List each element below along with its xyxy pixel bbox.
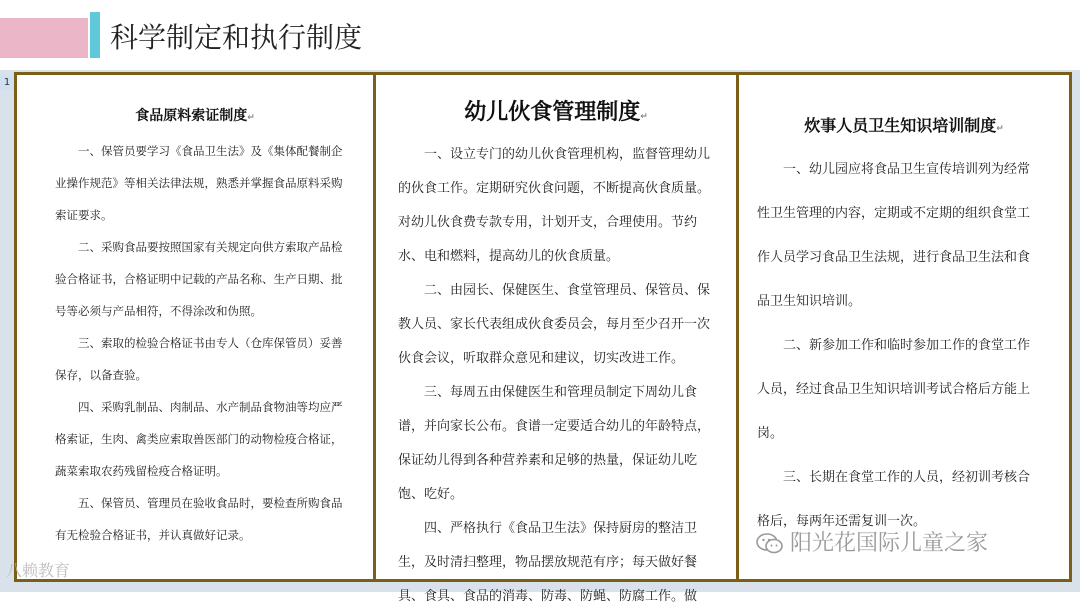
paragraph: 三、索取的检验合格证书由专人（仓库保管员）妥善保存，以备查验。	[55, 336, 343, 382]
wechat-icon	[756, 533, 784, 555]
document-title	[376, 95, 736, 126]
paragraph: 一、设立专门的幼儿伙食管理机构，监督管理幼儿的伙食工作。定期研究伙食问题，不断提高伙食质量。对幼儿伙食费专款专用，计划开支，合理使用。节约水、电和燃料，提高幼儿的伙食质量。	[398, 147, 711, 264]
paragraph: 五、保管员、管理员在验收食品时，要检查所购食品有无检验合格证书，并认真做好记录。	[55, 496, 343, 542]
title-text: 幼儿伙食管理制度	[464, 100, 641, 125]
paragraph: 二、新参加工作和临时参加工作的食堂工作人员，经过食品卫生知识培训考试合格后方能上岗。	[757, 338, 1031, 441]
slide-title: 科学制定和执行制度	[110, 21, 363, 54]
title-text: 炊事人员卫生知识培训制度	[804, 116, 997, 135]
header-pink-bar	[0, 18, 88, 58]
paragraph: 四、严格执行《食品卫生法》保持厨房的整洁卫生，及时清扫整理，物品摆放规范有序；每天做好餐具、食具、食品的消毒、防毒、防蝇、防腐工作。做	[398, 521, 698, 604]
document-title	[17, 105, 373, 125]
page-number-1[interactable]: 1	[0, 76, 14, 90]
watermark-text: 阳光花国际儿童之家	[790, 531, 989, 556]
paragraph: 一、保管员要学习《食品卫生法》及《集体配餐制企业操作规范》等相关法律法规，熟悉并掌握食品原料采购索证要求。	[55, 144, 343, 222]
corner-watermark: 八赖教育	[6, 561, 71, 580]
document-page-food-certification[interactable]	[17, 75, 373, 579]
document-page-hygiene-training[interactable]	[739, 75, 1069, 579]
header-accent-bar	[90, 12, 100, 58]
paragraph: 一、幼儿园应将食品卫生宣传培训列为经常性卫生管理的内容，定期或不定期的组织食堂工作人员学习食品卫生法规，进行食品卫生法和食品卫生知识培训。	[757, 162, 1031, 309]
document-title	[739, 113, 1069, 136]
paragraph: 四、采购乳制品、肉制品、水产制品食物油等均应严格索证，生肉、禽类应索取兽医部门的动物检疫合格证，蔬菜索取农药残留检疫合格证明。	[55, 400, 343, 478]
document-page-meal-management[interactable]	[376, 75, 736, 604]
paragraph-mark: ↵	[640, 112, 648, 122]
paragraph-mark: ↵	[996, 124, 1004, 134]
title-text: 食品原料索证制度	[135, 108, 248, 124]
paragraph: 二、采购食品要按照国家有关规定向供方索取产品检验合格证书，合格证明中记载的产品名称、生产日期、批号等必须与产品相符，不得涂改和伪照。	[55, 240, 343, 318]
wechat-watermark	[756, 527, 988, 561]
paragraph: 二、由园长、保健医生、食堂管理员、保管员、保教人员、家长代表组成伙食委员会，每月至少召开一次伙食会议，听取群众意见和建议，切实改进工作。	[398, 283, 711, 366]
paragraph: 三、长期在食堂工作的人员，经初训考核合格后，每两年还需复训一次。	[757, 470, 1031, 529]
paragraph: 三、每周五由保健医生和管理员制定下周幼儿食谱，并向家长公布。食谱一定要适合幼儿的年龄特点，保证幼儿得到各种营养素和足够的热量，保证幼儿吃饱、吃好。	[398, 385, 711, 502]
paragraph-mark: ↵	[247, 113, 255, 123]
